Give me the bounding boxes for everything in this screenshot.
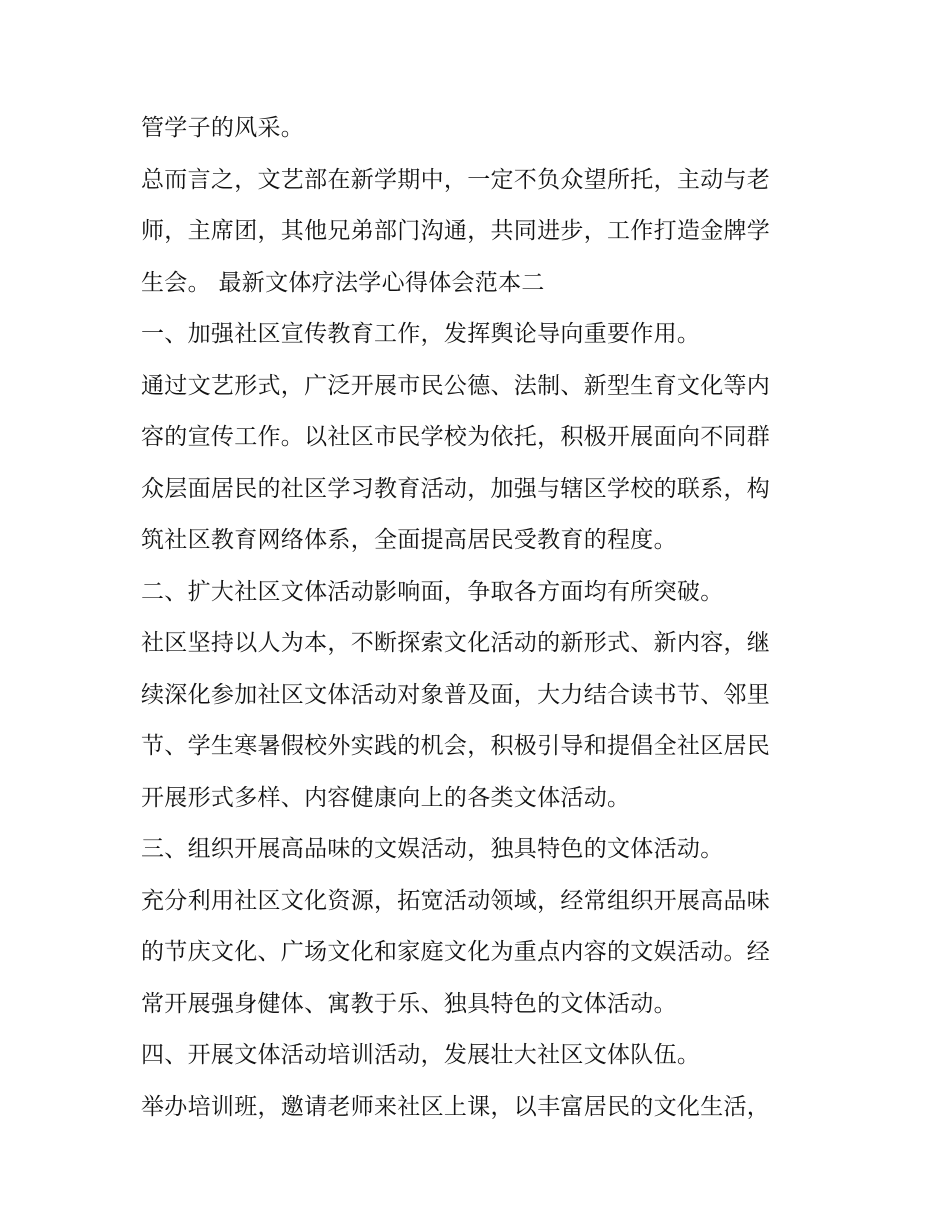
section-heading: 四、开展文体活动培训活动，发展壮大社区文体队伍。 [141, 1042, 701, 1068]
section-heading: 三、组织开展高品味的文娱活动，独具特色的文体活动。 [141, 836, 724, 862]
section-heading: 一、加强社区宣传教育工作，发挥舆论导向重要作用。 [141, 321, 701, 347]
text-line: 举办培训班，邀请老师来社区上课，以丰富居民的文化生活， [141, 1094, 771, 1120]
text-line: 社区坚持以人为本，不断探索文化活动的新形式、新内容，继 [141, 630, 771, 656]
section-heading: 二、扩大社区文体活动影响面，争取各方面均有所突破。 [141, 579, 724, 605]
text-line: 开展形式多样、内容健康向上的各类文体活动。 [141, 785, 631, 811]
text-line: 师，主席团，其他兄弟部门沟通，共同进步，工作打造金牌学 [141, 218, 771, 244]
text-line: 节、学生寒暑假校外实践的机会，积极引导和提倡全社区居民 [141, 733, 771, 759]
text-line: 续深化参加社区文体活动对象普及面，大力结合读书节、邻里 [141, 682, 771, 708]
text-line: 生会。 最新文体疗法学心得体会范本二 [141, 270, 545, 296]
text-line: 容的宣传工作。以社区市民学校为依托，积极开展面向不同群 [141, 424, 771, 450]
text-line: 常开展强身健体、寓教于乐、独具特色的文体活动。 [141, 991, 677, 1017]
text-line: 充分利用社区文化资源，拓宽活动领域，经常组织开展高品味 [141, 888, 771, 914]
text-line: 总而言之，文艺部在新学期中，一定不负众望所托，主动与老 [141, 167, 771, 193]
text-line: 管学子的风采。 [141, 115, 305, 141]
text-line: 的节庆文化、广场文化和家庭文化为重点内容的文娱活动。经 [141, 939, 771, 965]
text-line: 通过文艺形式，广泛开展市民公德、法制、新型生育文化等内 [141, 373, 771, 399]
text-line: 众层面居民的社区学习教育活动，加强与辖区学校的联系，构 [141, 476, 771, 502]
text-line: 筑社区教育网络体系，全面提高居民受教育的程度。 [141, 527, 677, 553]
